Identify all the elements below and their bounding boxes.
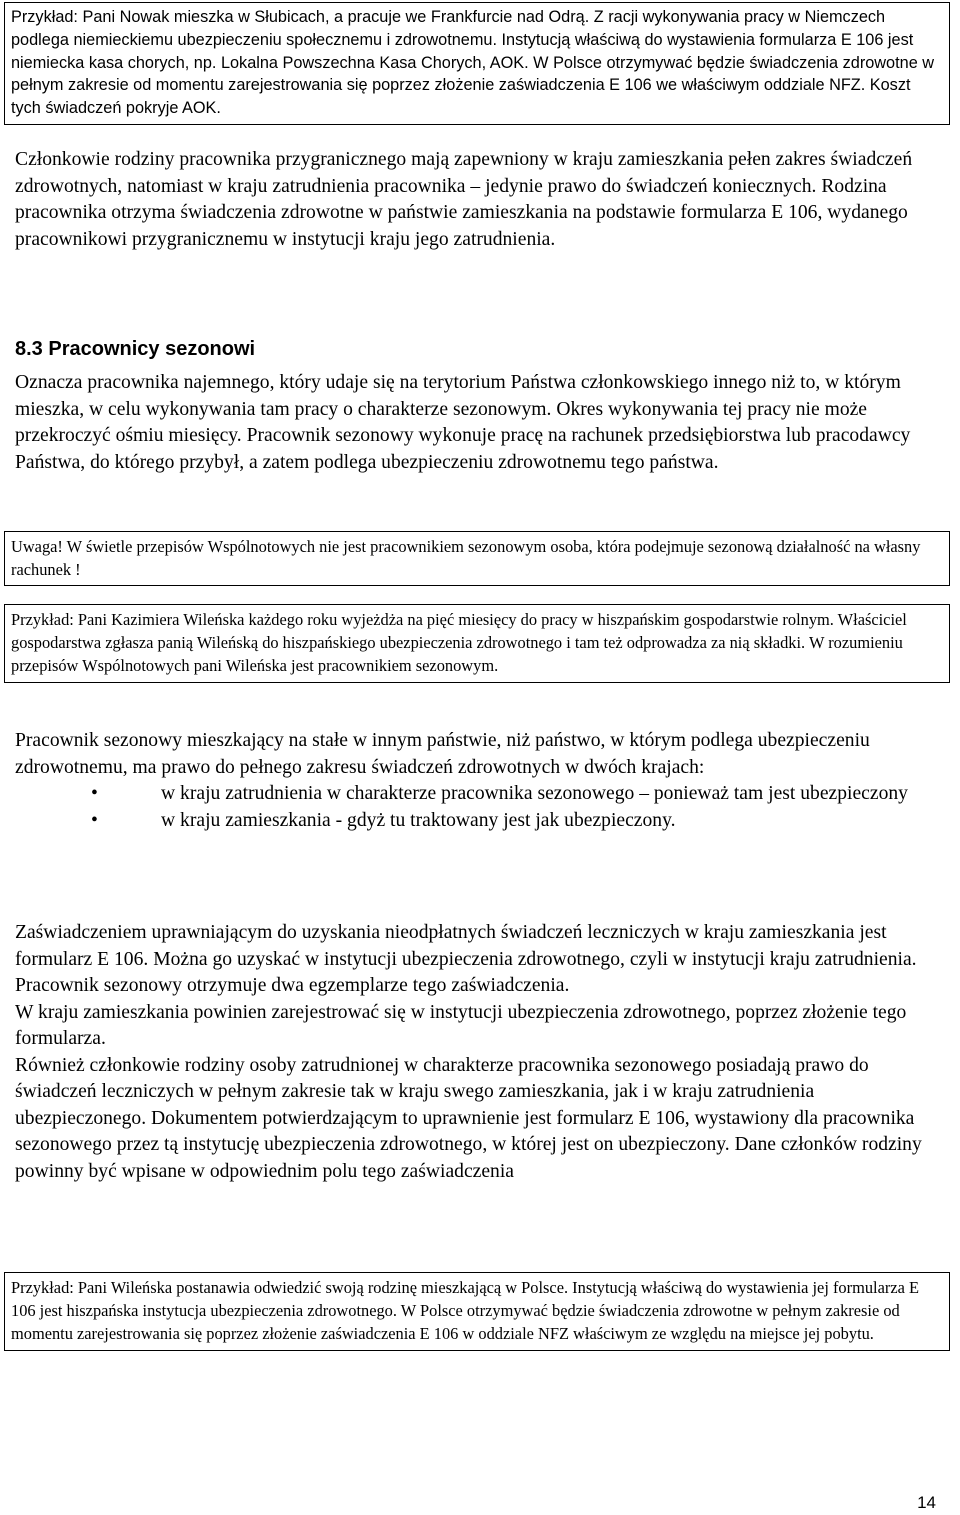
paragraph-family-seasonal: Również członkowie rodziny osoby zatrudnionej w charakterze pracownika sezonowego posiadają prawo do świadczeń leczniczych w pełnym zakresie tak w kraju swego zamieszkania, jak i w kraju zatrudnienia ubezpieczonego. Dokumentem potwierdzającym to uprawnienie jest formularz E 106, wystawiony dla pracownika sezonowego przez tą instytucję ubezpieczenia zdrowotnego, w której jest on ubezpieczony. Dane członków rodziny powinny być wpisane w odpowiednim polu tego zaświadczenia (15, 1054, 922, 1182)
paragraph-seasonal-definition (15, 370, 950, 476)
paragraph-family-members-text: Członkowie rodziny pracownika przygranicznego mają zapewniony w kraju zamieszkania pełen zakres świadczeń zdrowotnych, natomiast w kraju zatrudnienia pracownika – jedynie prawo do świadczeń koniecznych. Rodzina pracownika otrzyma świadczenia zdrowotne w państwie zamieszkania na podstawie formularza E 106, wydanego pracownikowi przygranicznemu w instytucji kraju jego zatrudnienia. (15, 149, 913, 250)
uwaga-text: Uwaga! W świetle przepisów Wspólnotowych nie jest pracownikiem sezonowym osoba, która podejmuje sezonową działalność na własny rachunek ! (11, 537, 921, 580)
uwaga-box (4, 531, 950, 586)
example-text-wilenska-visit: Przykład: Pani Wileńska postanawia odwiedzić swoją rodzinę mieszkającą w Polsce. Instytucją właściwą do wystawienia jej formularza E 106 jest hiszpańska instytucja ubezpieczenia zdrowotnego. W Polsce otrzymywać będzie świadczenia zdrowotne w pełnym zakresie od momentu zarejestrowania się poprzez złożenie zaświadczenia E 106 w oddziale NFZ właściwym ze względu na miejsce jej pobytu. (11, 1278, 919, 1344)
paragraph-seasonal-rights-text: Pracownik sezonowy mieszkający na stałe w innym państwie, niż państwo, w którym podlega ubezpieczeniu zdrowotnemu, ma prawo do pełnego zakresu świadczeń zdrowotnych w dwóch krajach: (15, 730, 870, 778)
paragraph-register: W kraju zamieszkania powinien zarejestrować się w instytucji ubezpieczenia zdrowotnego, poprzez złożenie tego formularza. (15, 1001, 907, 1049)
paragraph-seasonal-definition-text: Oznacza pracownika najemnego, który udaje się na terytorium Państwa członkowskiego innego niż to, w którym mieszka, w celu wykonywania tam pracy o charakterze sezonowym. Okres wykonywania tej pracy nie może przekroczyć ośmiu miesięcy. Pracownik sezonowy wykonuje pracę na rachunek przedsiębiorstwa lub pracodawcy Państwa, do którego przybył, a zatem podlega ubezpieczeniu zdrowotnemu tego państwa. (15, 372, 911, 473)
bullet-icon: • (91, 809, 98, 831)
section-heading (15, 335, 255, 363)
example-box-wilenska-visit (4, 1272, 950, 1351)
list-item (15, 781, 950, 808)
example-text-nowak: Przykład: Pani Nowak mieszka w Słubicach, a pracuje we Frankfurcie nad Odrą. Z racji wykonywania pracy w Niemczech podlega niemieckiemu ubezpieczeniu społecznemu i zdrowotnemu. Instytucją właściwą do wystawienia formularza E 106 jest niemiecka kasa chorych, np. Lokalna Powszechna Kasa Chorych, AOK. W Polsce otrzymywać będzie świadczenia zdrowotne w pełnym zakresie od momentu zarejestrowania się poprzez złożenie zaświadczenia E 106 we właściwym oddziale NFZ. Koszt tych świadczeń pokryje AOK. (11, 8, 935, 118)
example-box-nowak (4, 2, 950, 125)
list-item-text: w kraju zatrudnienia w charakterze pracownika sezonowego – ponieważ tam jest ubezpieczony (161, 783, 908, 804)
example-box-kazimiera (4, 604, 950, 683)
paragraph-seasonal-rights (15, 728, 950, 834)
section-number: 8.3 (15, 338, 43, 360)
example-text-kazimiera: Przykład: Pani Kazimiera Wileńska każdego roku wyjeżdża na pięć miesięcy do pracy w hiszpańskim gospodarstwie rolnym. Właściciel gospodarstwa zgłasza panią Wileńską do hiszpańskiego ubezpieczenia zdrowotnego i tam też odprowadza za nią składki. W rozumieniu przepisów Wspólnotowych pani Wileńska jest pracownikiem sezonowym. (11, 610, 907, 676)
paragraph-certificate: Zaświadczeniem uprawniającym do uzyskania nieodpłatnych świadczeń leczniczych w kraju zamieszkania jest formularz E 106. Można go uzyskać w instytucji ubezpieczenia zdrowotnego, czyli w instytucji kraju zatrudnienia. Pracownik sezonowy otrzymuje dwa egzemplarze tego zaświadczenia. (15, 922, 917, 996)
page-number: 14 (917, 1493, 936, 1512)
list-item (15, 808, 950, 835)
paragraph-certificate-block (15, 920, 950, 1185)
bullet-icon: • (91, 783, 98, 804)
section-title: Pracownicy sezonowi (48, 338, 256, 360)
list-item-text: w kraju zamieszkania - gdyż tu traktowany jest jak ubezpieczony. (161, 809, 676, 831)
paragraph-family-members (15, 147, 950, 253)
bullet-list (15, 781, 950, 834)
